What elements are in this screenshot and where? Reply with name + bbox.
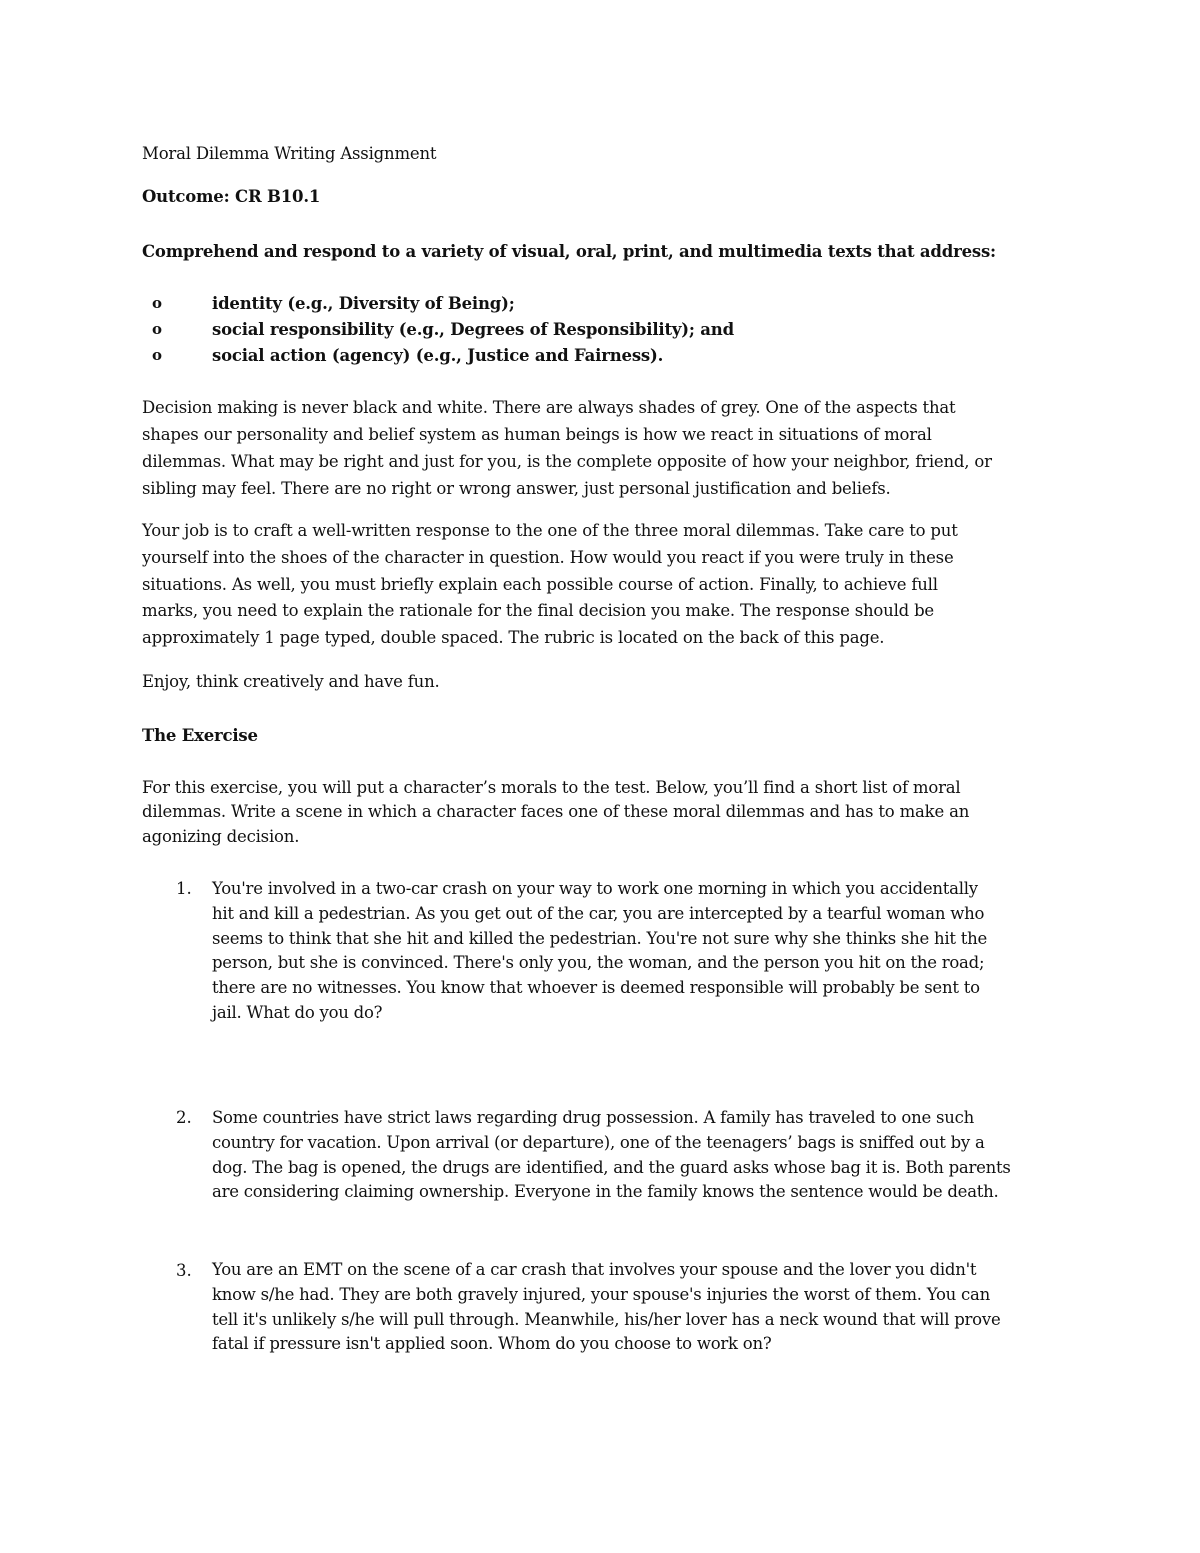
paragraph-line: dilemmas. Write a scene in which a character faces one of these moral dilemmas and has to make an	[142, 802, 970, 821]
paragraph-line: yourself into the shoes of the character in question. How would you react if you were truly in these	[142, 548, 954, 567]
item-line: country for vacation. Upon arrival (or departure), one of the teenagers’ bags is sniffed out by a	[212, 1132, 985, 1152]
item-text	[212, 1106, 1011, 1205]
item-line: dog. The bag is opened, the drugs are identified, and the guard asks whose bag it is. Both parents	[212, 1157, 1011, 1177]
item-line: seems to think that she hit and killed the pedestrian. You're not sure why she thinks she hit the	[212, 928, 988, 948]
paragraph-line: For this exercise, you will put a character’s morals to the test. Below, you’ll find a short list of moral	[142, 778, 961, 797]
comprehend-statement: Comprehend and respond to a variety of visual, oral, print, and multimedia texts that address:	[142, 242, 996, 261]
item-line: hit and kill a pedestrian. As you get out of the car, you are intercepted by a tearful woman who	[212, 903, 985, 923]
paragraph-line: dilemmas. What may be right and just for you, is the complete opposite of how your neighbor, friend, or	[142, 452, 992, 471]
paragraph-line: Decision making is never black and white. There are always shades of grey. One of the aspects that	[142, 398, 956, 417]
bullet-identity: identity (e.g., Diversity of Being);	[212, 294, 515, 313]
exercise-heading: The Exercise	[142, 726, 258, 745]
bullet-social-responsibility: social responsibility (e.g., Degrees of Responsibility); and	[212, 320, 734, 339]
bullet-social-action: social action (agency) (e.g., Justice and Fairness).	[212, 346, 664, 365]
outcome-heading: Outcome: CR B10.1	[142, 187, 321, 206]
document-title: Moral Dilemma Writing Assignment	[142, 144, 437, 163]
item-line: are considering claiming ownership. Everyone in the family knows the sentence would be death.	[212, 1182, 999, 1202]
bullet-marker: o	[152, 294, 163, 312]
item-line: know s/he had. They are both gravely injured, your spouse's injuries the worst of them. You can	[212, 1284, 990, 1304]
enjoy-paragraph: Enjoy, think creatively and have fun.	[142, 672, 440, 691]
item-line: jail. What do you do?	[212, 1002, 383, 1022]
item-line: person, but she is convinced. There's only you, the woman, and the person you hit on the road;	[212, 953, 985, 973]
item-text	[212, 877, 987, 1026]
paragraph-line: Your job is to craft a well-written response to the one of the three moral dilemmas. Take care to put	[142, 521, 958, 540]
paragraph-line: sibling may feel. There are no right or wrong answer, just personal justification and beliefs.	[142, 479, 891, 498]
item-text	[212, 1258, 1000, 1357]
item-line: fatal if pressure isn't applied soon. Whom do you choose to work on?	[212, 1334, 772, 1354]
item-number: 1.	[176, 879, 192, 898]
item-line: You're involved in a two-car crash on your way to work one morning in which you accidentally	[212, 879, 978, 898]
item-number: 3.	[176, 1261, 192, 1280]
item-line: Some countries have strict laws regarding drug possession. A family has traveled to one such	[212, 1108, 974, 1127]
paragraph-line: shapes our personality and belief system as human beings is how we react in situations of moral	[142, 425, 932, 444]
item-number: 2.	[176, 1108, 192, 1127]
bullet-marker: o	[152, 346, 163, 364]
bullet-marker: o	[152, 320, 163, 338]
item-line: tell it's unlikely s/he will pull through. Meanwhile, his/her lover has a neck wound that will prove	[212, 1309, 1001, 1329]
paragraph-line: approximately 1 page typed, double spaced. The rubric is located on the back of this page.	[142, 628, 885, 647]
item-line: there are no witnesses. You know that whoever is deemed responsible will probably be sent to	[212, 978, 980, 998]
paragraph-line: marks, you need to explain the rationale for the final decision you make. The response should be	[142, 601, 934, 620]
paragraph-line: situations. As well, you must briefly explain each possible course of action. Finally, to achieve full	[142, 575, 938, 594]
item-line: You are an EMT on the scene of a car crash that involves your spouse and the lover you didn't	[212, 1260, 977, 1279]
paragraph-line: agonizing decision.	[142, 827, 300, 846]
